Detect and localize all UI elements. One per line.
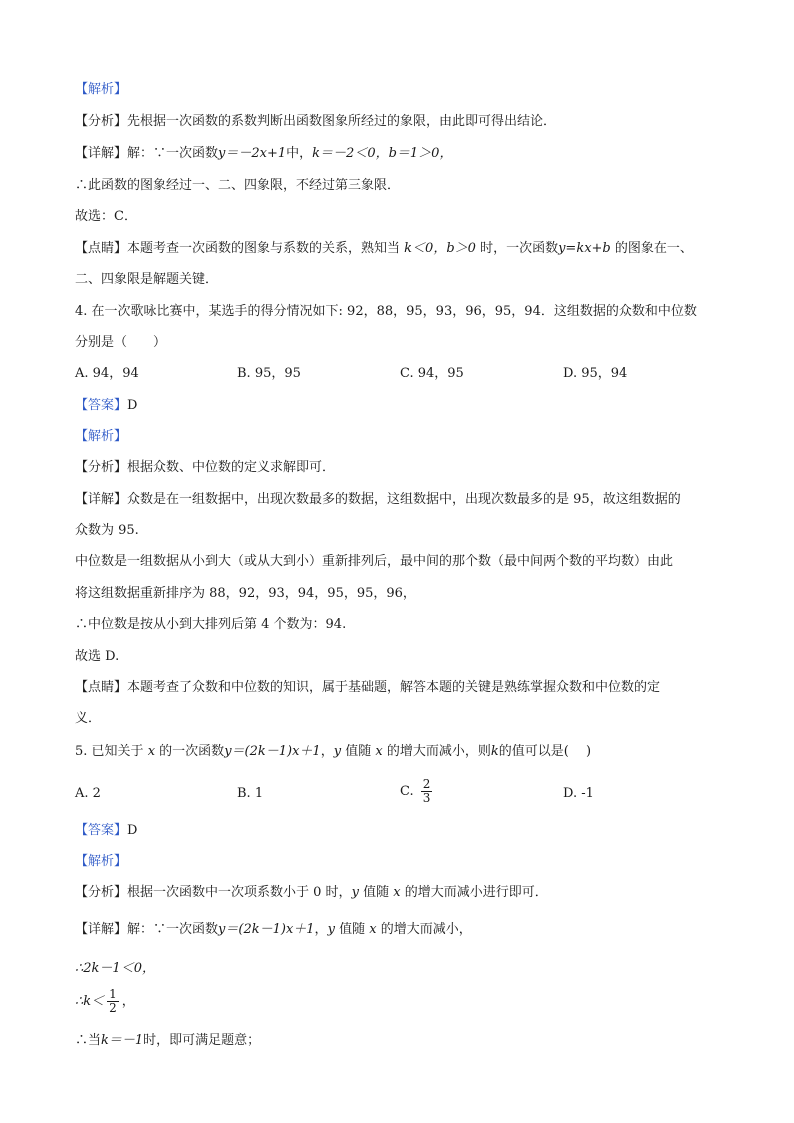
- q3-b-value: b＝1＞0，: [388, 146, 453, 161]
- fraction-denominator: 3: [422, 791, 431, 805]
- q5-detail-equation: y＝(2k－1)x＋1: [218, 922, 315, 937]
- q5-analysis-c: 的增大而减小进行即可．: [404, 885, 548, 900]
- q5-stem-e: 的增大而减小，则: [386, 744, 491, 759]
- q4-detail-line1: [75, 491, 681, 509]
- q3-detail-mid: 中，: [286, 146, 313, 161]
- jiexi-label-q5: 【解析】: [75, 854, 128, 869]
- q5-stem-b: 的一次函数: [159, 744, 225, 759]
- q5-analysis-b: 值随: [363, 885, 390, 900]
- q5-option-c: [400, 778, 435, 805]
- fraction-numerator: 2: [422, 777, 431, 791]
- q3-pointer-func: y=kx+b: [558, 241, 611, 256]
- q3-conclusion: ∴此函数的图象经过一、二、四象限，不经过第三象限．: [75, 178, 401, 193]
- q5-stem-f: 的值可以是( ): [498, 744, 592, 759]
- q5-answer: [75, 822, 137, 840]
- q4-stem-line1: 4. 在一次歌咏比赛中，某选手的得分情况如下: 92，88，95，93，96，95，94．这组数据的众数和中位数: [75, 304, 697, 319]
- q5-step2-b: ，: [121, 994, 135, 1009]
- daan-label: 【答案】: [75, 398, 128, 413]
- q5-detail-c: 值随: [339, 922, 366, 937]
- q5-step3-a: ∴当: [75, 1033, 102, 1048]
- q5-detail-x: x: [369, 922, 377, 937]
- q5-detail-d: 的增大而减小，: [380, 922, 472, 937]
- q4-stem-line2: 分别是（ ）: [75, 335, 167, 350]
- q4-pointer-line2: 义．: [75, 711, 102, 726]
- q5-analysis-y: y: [351, 885, 359, 900]
- q3-detail: [75, 145, 452, 163]
- q5-var-x2: x: [375, 744, 383, 759]
- dianjing-label: 【点睛】: [75, 680, 128, 695]
- q4-analysis-text: 根据众数、中位数的定义求解即可．: [127, 460, 336, 475]
- q5-step3-b: 时，即可满足题意；: [143, 1033, 261, 1048]
- q3-pointer-c: 时，一次函数: [480, 241, 559, 256]
- q4-detail-text1: 众数是在一组数据中，出现次数最多的数据，这组数据中，出现次数最多的是 95，故这组数据的: [127, 492, 681, 507]
- q3-choice: 故选：C．: [75, 209, 137, 224]
- q5-option-b: B. 1: [237, 786, 264, 801]
- q3-k-value: k＝－2＜0，: [312, 146, 389, 161]
- q4-option-b: B. 95，95: [237, 366, 301, 381]
- q5-answer-value: D: [127, 823, 138, 838]
- daan-label: 【答案】: [75, 823, 128, 838]
- q3-pointer-line1: [75, 240, 693, 258]
- q3-detail-pre: 解：∵一次函数: [127, 146, 219, 161]
- q4-pointer-text: 本题考查了众数和中位数的知识，属于基础题，解答本题的关键是熟练掌握众数和中位数的定: [127, 680, 661, 695]
- q3-pointer-line2: 二、四象限是解题关键．: [75, 272, 219, 287]
- q5-detail-b: ，: [314, 922, 328, 937]
- q4-option-a: A. 94，94: [75, 366, 139, 381]
- q5-analysis: [75, 884, 548, 902]
- q5-option-d: D. -1: [563, 786, 594, 801]
- q5-option-c-fraction: [421, 778, 433, 805]
- fraction-numerator: 1: [109, 987, 117, 1001]
- q5-step2-fraction: [107, 988, 119, 1015]
- q5-analysis-x: x: [393, 885, 401, 900]
- fenxi-label: 【分析】: [75, 114, 128, 129]
- q5-step1: ∴2k－1＜0，: [75, 961, 155, 976]
- q4-choice: 故选 D.: [75, 649, 120, 664]
- jiexi-label-q3: 【解析】: [75, 82, 128, 97]
- q5-equation: y＝(2k－1)x＋1: [224, 744, 321, 759]
- q4-option-d: D. 95，94: [563, 366, 628, 381]
- q4-analysis: [75, 459, 335, 477]
- q3-pointer-a: 本题考查一次函数的图象与系数的关系，熟知当: [127, 241, 401, 256]
- q5-var-k: k: [490, 744, 499, 759]
- q5-stem: [75, 743, 591, 761]
- q3-equation: y＝－2x+1: [218, 146, 287, 161]
- q5-var-y: y: [333, 744, 342, 759]
- q4-option-c: C. 94，95: [400, 366, 464, 381]
- q5-analysis-a: 根据一次函数中一次项系数小于 0 时，: [127, 885, 352, 900]
- fenxi-label: 【分析】: [75, 885, 128, 900]
- q5-stem-a: 5. 已知关于: [75, 744, 144, 759]
- q5-step3: [75, 1032, 260, 1050]
- q5-option-c-label: C.: [400, 784, 414, 799]
- q5-detail: [75, 921, 472, 939]
- q5-step2-a: ∴k＜: [75, 994, 105, 1009]
- fraction-denominator: 2: [109, 1001, 117, 1015]
- q4-detail-line3: 中位数是一组数据从小到大（或从大到小）重新排列后，最中间的那个数（最中间两个数的平均数）由此: [75, 554, 674, 569]
- q5-detail-a: 解：∵一次函数: [127, 922, 219, 937]
- q5-step3-equation: k＝－1: [101, 1033, 144, 1048]
- q3-pointer-e: 的图象在一、: [614, 241, 693, 256]
- q4-pointer-line1: [75, 679, 660, 697]
- q3-analysis-text: 先根据一次函数的系数判断出函数图象所经过的象限，由此即可得出结论．: [127, 114, 557, 129]
- jiexi-label-q4: 【解析】: [75, 429, 128, 444]
- q5-detail-y: y: [327, 922, 335, 937]
- q4-answer-value: D: [127, 398, 138, 413]
- xiangjie-label: 【详解】: [75, 146, 128, 161]
- fenxi-label: 【分析】: [75, 460, 128, 475]
- q4-detail-line4: 将这组数据重新排序为 88，92，93，94，95，95，96，: [75, 586, 416, 601]
- xiangjie-label: 【详解】: [75, 922, 128, 937]
- q4-answer: [75, 397, 137, 415]
- q5-stem-c: ，: [320, 744, 334, 759]
- q3-pointer-cond: k＜0，b＞0: [404, 241, 476, 256]
- q5-option-a: A. 2: [75, 786, 101, 801]
- q4-detail-line2: 众数为 95.: [75, 523, 139, 538]
- dianjing-label: 【点睛】: [75, 241, 128, 256]
- q4-detail-line5: ∴中位数是按从小到大排列后第 4 个数为：94.: [75, 617, 347, 632]
- q3-analysis: [75, 113, 556, 131]
- q5-stem-d: 值随: [345, 744, 372, 759]
- q5-var-x: x: [147, 744, 156, 759]
- xiangjie-label: 【详解】: [75, 492, 128, 507]
- q5-step2: [75, 987, 135, 1017]
